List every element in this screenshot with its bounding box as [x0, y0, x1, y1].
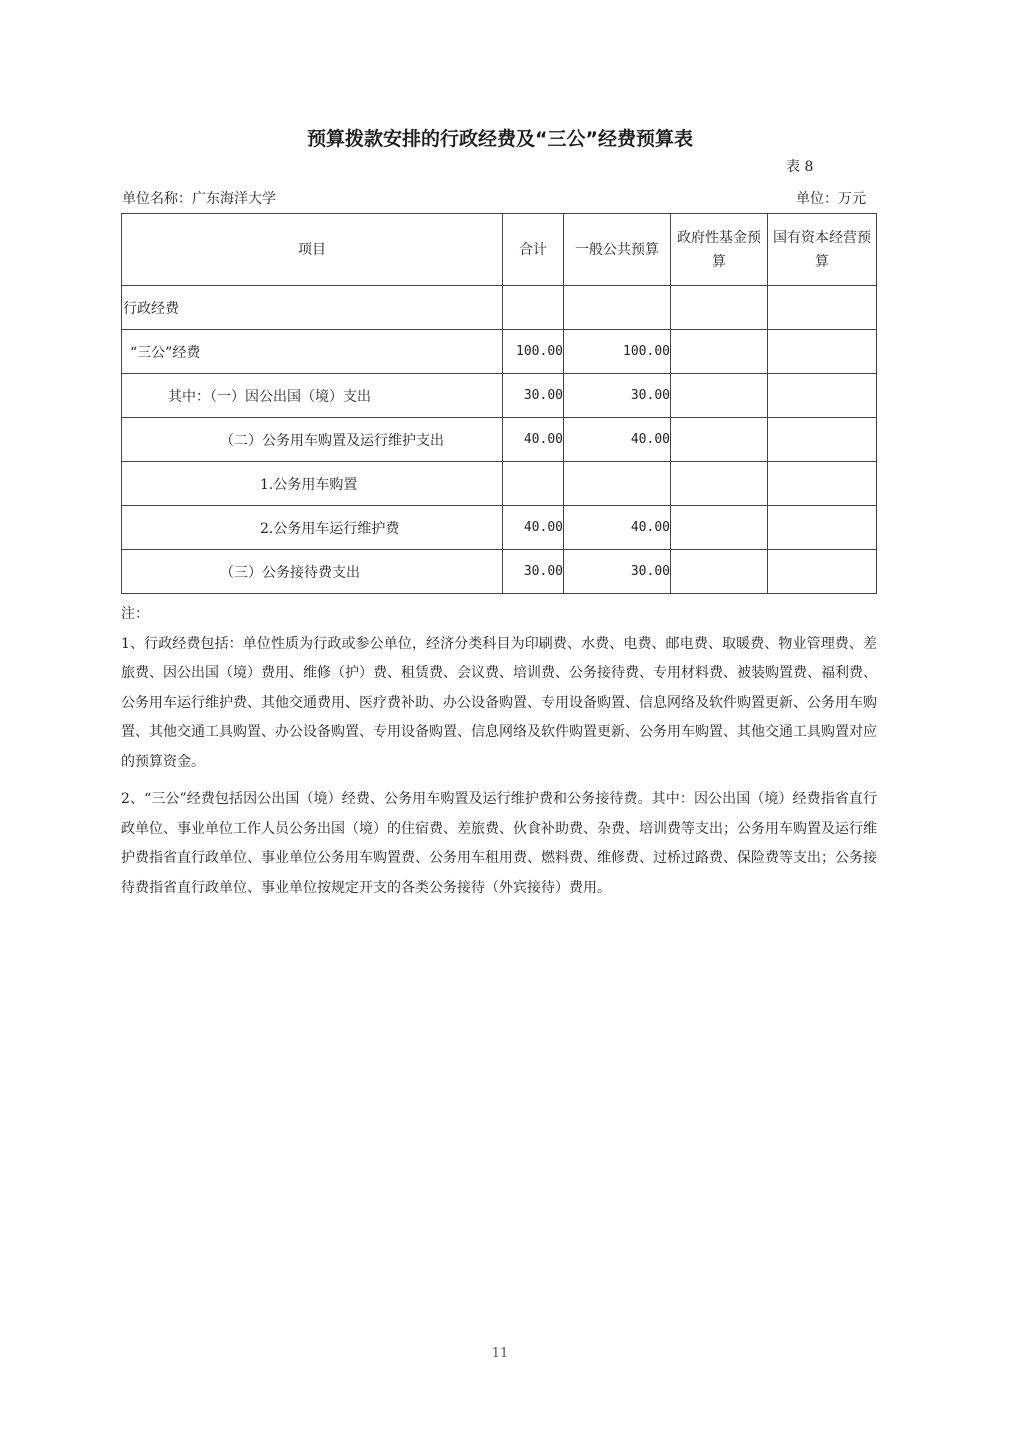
row-label: “三公”经费	[122, 330, 503, 374]
budget-table	[121, 213, 877, 594]
cell-state	[768, 330, 877, 374]
header-state-capital-budget: 国有资本经营预算	[768, 214, 877, 286]
cell-general: 40.00	[564, 418, 671, 462]
table-row	[122, 506, 877, 550]
cell-fund	[671, 330, 768, 374]
cell-state	[768, 374, 877, 418]
cell-state	[768, 506, 877, 550]
header-total: 合计	[503, 214, 564, 286]
row-label: 其中：（一）因公出国（境）支出	[122, 374, 503, 418]
table-row	[122, 418, 877, 462]
cell-total: 30.00	[503, 374, 564, 418]
cell-total: 30.00	[503, 550, 564, 594]
page-number: 11	[491, 1346, 509, 1361]
cell-fund	[671, 462, 768, 506]
notes-section	[121, 600, 877, 903]
currency-unit: 单位：万元	[796, 191, 866, 207]
table-header-row	[122, 214, 877, 286]
cell-total	[503, 462, 564, 506]
cell-total	[503, 286, 564, 330]
cell-fund	[671, 374, 768, 418]
row-label: 行政经费	[122, 286, 503, 330]
row-label: 2.公务用车运行维护费	[122, 506, 503, 550]
header-general-budget: 一般公共预算	[564, 214, 671, 286]
table-number: 表 8	[786, 159, 814, 175]
cell-general	[564, 286, 671, 330]
cell-general: 30.00	[564, 374, 671, 418]
table-row	[122, 550, 877, 594]
table-row	[122, 330, 877, 374]
note-1: 1、行政经费包括：单位性质为行政或参公单位，经济分类科目为印刷费、水费、电费、邮电费、取暖费、物业管理费、差旅费、因公出国（境）费用、维修（护）费、租赁费、会议费、培训费、公务接待费、专用材料费、被装购置费、福利费、公务用车运行维护费、其他交通费用、医疗费补助、办公设备购置、专用设备购置、信息网络及软件购置更新、公务用车购置、其他交通工具购置、办公设备购置、专用设备购置、信息网络及软件购置更新、公务用车购置、其他交通工具购置对应的预算资金。	[121, 635, 877, 770]
cell-general	[564, 462, 671, 506]
cell-fund	[671, 418, 768, 462]
table-row	[122, 374, 877, 418]
row-label: （二）公务用车购置及运行维护支出	[122, 418, 503, 462]
cell-fund	[671, 550, 768, 594]
cell-state	[768, 418, 877, 462]
cell-general: 30.00	[564, 550, 671, 594]
cell-total: 40.00	[503, 506, 564, 550]
row-label: 1.公务用车购置	[122, 462, 503, 506]
header-item: 项目	[122, 214, 503, 286]
cell-state	[768, 286, 877, 330]
unit-name: 单位名称：广东海洋大学	[122, 191, 276, 207]
header-fund-budget: 政府性基金预算	[671, 214, 768, 286]
cell-general: 100.00	[564, 330, 671, 374]
cell-total: 100.00	[503, 330, 564, 374]
row-label: （三）公务接待费支出	[122, 550, 503, 594]
cell-fund	[671, 286, 768, 330]
document-title: 预算拨款安排的行政经费及“三公”经费预算表	[307, 128, 693, 150]
cell-fund	[671, 506, 768, 550]
notes-heading: 注：	[121, 606, 149, 622]
cell-general: 40.00	[564, 506, 671, 550]
table-row	[122, 462, 877, 506]
note-2: 2、“三公”经费包括因公出国（境）经费、公务用车购置及运行维护费和公务接待费。其中：因公出国（境）经费指省直行政单位、事业单位工作人员公务出国（境）的住宿费、差旅费、伙食补助费、杂费、培训费等支出；公务用车购置及运行维护费指省直行政单位、事业单位公务用车购置费、公务用车租用费、燃料费、维修费、过桥过路费、保险费等支出；公务接待费指省直行政单位、事业单位按规定开支的各类公务接待（外宾接待）费用。	[121, 791, 877, 896]
cell-total: 40.00	[503, 418, 564, 462]
table-row	[122, 286, 877, 330]
cell-state	[768, 462, 877, 506]
cell-state	[768, 550, 877, 594]
